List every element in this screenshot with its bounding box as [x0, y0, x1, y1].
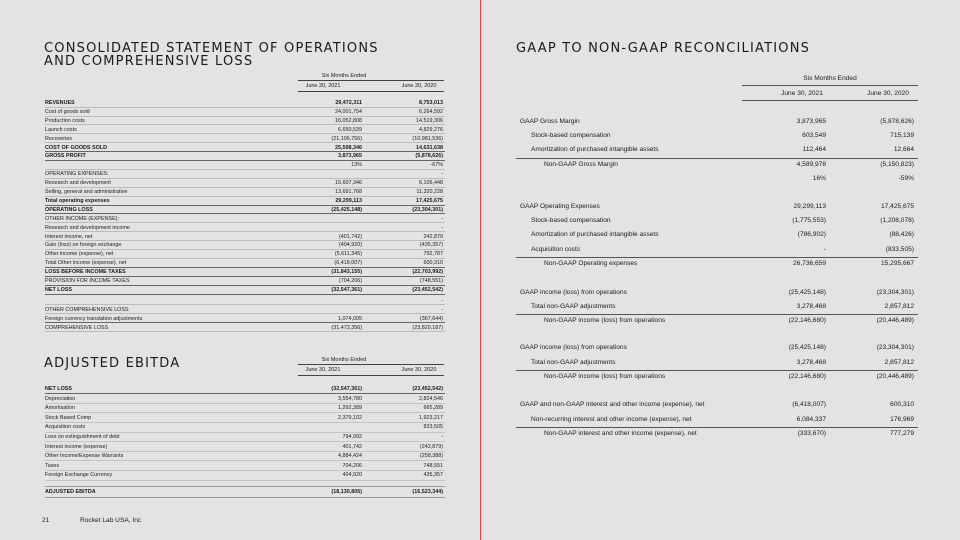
reconciliation-row-label: Non-GAAP income (loss) from operations [544, 317, 666, 324]
ebitda-row [45, 385, 445, 393]
statement-row-jun2020: 242,879 [423, 233, 443, 240]
reconciliation-row-jun2021: 16% [812, 175, 826, 182]
statement-row-jun2020: - [441, 224, 443, 231]
center-divider [480, 0, 481, 540]
reconciliation-row-jun2021: 4,589,978 [796, 161, 826, 168]
ebitda-row-label: Interest income (expense) [45, 443, 108, 450]
ebitda-total-v2: (16,523,344) [412, 489, 443, 495]
statement-row-label: Research and development [45, 180, 111, 187]
reconciliation-row-jun2021: 603,549 [802, 132, 826, 139]
ebitda-row-rule [45, 480, 445, 481]
ebitda-row [45, 471, 445, 479]
reconciliation-row-jun2021: (25,425,148) [788, 344, 826, 351]
reconciliation-row [0, 287, 960, 299]
reconciliation-row-label: Amortization of purchased intangible assets [531, 146, 659, 153]
reconciliation-row [0, 315, 960, 327]
statement-row-jun2020: (435,357) [419, 242, 443, 249]
reconciliation-title: GAAP TO NON-GAAP RECONCILIATIONS [516, 41, 811, 56]
statement-row-jun2021: 3,873,965 [338, 153, 362, 160]
reconciliation-row [0, 215, 960, 227]
statement-row-rule [45, 331, 445, 332]
ebitda-row-jun2020: (23,452,542) [412, 386, 443, 392]
statement-row-jun2021: 15,607,346 [335, 180, 362, 187]
statement-row-jun2021: 13,691,768 [335, 189, 362, 195]
ebitda-total-v1: (18,130,805) [331, 489, 362, 495]
statement-row-label: OTHER INCOME (EXPENSE): [45, 215, 119, 222]
right-header-rule [742, 85, 918, 86]
reconciliation-row-label: GAAP income (loss) from operations [520, 344, 627, 351]
reconciliation-row-jun2021: (22,146,680) [788, 373, 826, 380]
ebitda-row-jun2021: 704,206 [342, 462, 362, 469]
statement-row-jun2020: (748,551) [419, 278, 443, 284]
statement-row-jun2021: (25,425,148) [331, 206, 362, 213]
reconciliation-row-jun2021: 3,278,468 [796, 303, 826, 310]
ebitda-row-jun2020: - [441, 434, 443, 440]
reconciliation-row-jun2021: (786,902) [797, 231, 826, 238]
statement-row-jun2020: 600,310 [423, 260, 443, 267]
ebitda-row-label: Stock Based Comp [45, 414, 92, 421]
reconciliation-row-jun2020: 15,295,667 [880, 260, 914, 267]
statement-row-label: Total Other income (expense), net [45, 260, 127, 267]
statement-row-label: Launch costs [45, 126, 77, 133]
reconciliation-row-jun2020: -59% [898, 175, 914, 182]
reconciliation-row [0, 201, 960, 213]
statement-row-jun2021: (31,473,356) [331, 324, 362, 331]
reconciliation-row [0, 244, 960, 256]
reconciliation-row [0, 173, 960, 185]
ebitda-total-label: ADJUSTED EBITDA [45, 489, 96, 495]
statement-row-jun2020: (5,878,626) [415, 153, 443, 160]
statement-row-jun2020: - [441, 306, 443, 313]
statement-row-label: Selling, general and administrative [45, 189, 128, 195]
ebitda-row-jun2020: (258,388) [419, 453, 443, 460]
statement-row-jun2020: - [441, 215, 443, 222]
statement-title [44, 42, 379, 68]
reconciliation-row-label: Total non-GAAP adjustments [531, 303, 616, 310]
statement-row-jun2021: 16,052,808 [335, 117, 362, 124]
reconciliation-row-label: GAAP income (loss) from operations [520, 289, 627, 296]
ebitda-row-jun2021: 4,884,424 [338, 453, 362, 460]
statement-row-label: OTHER COMPREHENSIVE LOSS [45, 306, 129, 313]
reconciliation-row [0, 116, 960, 128]
statement-row-jun2021: (704,206) [338, 278, 362, 284]
reconciliation-row [0, 357, 960, 369]
statement-row-jun2020: - [441, 171, 443, 178]
statement-row-jun2021: (6,418,007) [334, 260, 362, 267]
reconciliation-row-jun2020: (833,505) [885, 246, 914, 253]
statement-row-label: OPERATING LOSS [45, 206, 93, 213]
statement-row-label: COMPREHENSIVE LOSS [45, 324, 109, 331]
ebitda-row-label: Acquisition costs [45, 424, 86, 431]
statement-row-label: Research and development income [45, 224, 130, 231]
statement-row-label: NET LOSS [45, 286, 72, 293]
ebitda-row-jun2020: (242,879) [419, 443, 443, 450]
reconciliation-row-jun2021: 3,278,468 [796, 359, 826, 366]
ebitda-row-jun2021: 2,379,102 [338, 414, 362, 421]
statement-title-line2: AND COMPREHENSIVE LOSS [44, 54, 254, 69]
ebitda-row-jun2020: 665,289 [423, 405, 443, 412]
statement-row-jun2021: 13% [351, 162, 362, 169]
reconciliation-row-label: Stock-based compensation [531, 132, 611, 139]
reconciliation-row-label: Total non-GAAP adjustments [531, 359, 616, 366]
statement-row-jun2020: (367,644) [419, 315, 443, 322]
reconciliation-row-label: GAAP and non-GAAP interest and other income (expense), net [520, 401, 705, 408]
reconciliation-row [0, 144, 960, 156]
reconciliation-row-label: Non-recurring interest and other income (expense), net [531, 416, 692, 423]
reconciliation-row-jun2020: (88,426) [889, 231, 914, 238]
reconciliation-row-label: GAAP Operating Expenses [520, 203, 600, 210]
page-number: 21 [42, 517, 50, 524]
reconciliation-row-label: GAAP Gross Margin [520, 118, 580, 125]
ebitda-row-label: Other Income/Expense Warrants [45, 453, 124, 460]
right-col2-header: June 30, 2020 [867, 90, 909, 97]
ebitda-row-jun2020: 2,824,546 [419, 395, 443, 402]
reconciliation-row-jun2020: (20,446,489) [876, 373, 914, 380]
reconciliation-row-label: Amortization of purchased intangible assets [531, 231, 659, 238]
reconciliation-row-jun2021: 3,873,965 [796, 118, 826, 125]
statement-row-jun2021: 6,650,539 [338, 126, 362, 133]
reconciliation-row-jun2021: - [823, 246, 826, 253]
statement-row-jun2021: (401,742) [338, 233, 362, 240]
reconciliation-row-jun2020: 17,425,675 [880, 203, 914, 210]
reconciliation-row [0, 301, 960, 313]
statement-row-jun2020: (22,703,992) [412, 269, 443, 276]
ebitda-row-label: Taxes [45, 462, 60, 469]
statement-row-jun2021: (31,843,155) [331, 269, 362, 276]
statement-row-jun2021: 29,472,311 [335, 100, 362, 106]
ebitda-col1-header: June 30, 2021 [305, 367, 341, 373]
statement-row-jun2021: (21,106,756) [331, 135, 362, 142]
statement-row-jun2020: (23,452,542) [412, 286, 443, 293]
ebitda-row-jun2021: 3,554,780 [338, 395, 362, 402]
footer-company: Rocket Lab USA, Inc [80, 517, 142, 524]
reconciliation-row-jun2020: 715,139 [890, 132, 914, 139]
statement-row-jun2020: -67% [430, 162, 443, 169]
reconciliation-row [0, 159, 960, 171]
statement-row-jun2021: 29,299,113 [335, 197, 362, 204]
statement-row-label: COST OF GOODS SOLD [45, 144, 107, 151]
ebitda-row-jun2021: (32,547,361) [331, 386, 362, 392]
reconciliation-subtotal-rule [516, 314, 918, 315]
statement-row-jun2020: 14,631,638 [416, 144, 443, 151]
statement-row-label: PROVISION FOR INCOME TAXES [45, 278, 130, 284]
ebitda-title: ADJUSTED EBITDA [44, 356, 181, 371]
ebitda-row-jun2021: 401,742 [342, 443, 362, 450]
reconciliation-row-jun2020: (23,304,301) [876, 344, 914, 351]
ebitda-row-jun2021: 404,920 [342, 472, 362, 479]
ebitda-row-jun2021: 1,292,389 [338, 405, 362, 412]
statement-row-label: LOSS BEFORE INCOME TAXES [45, 269, 126, 276]
statement-row-label: Cost of goods sold [45, 108, 90, 115]
statement-row-jun2020: 8,753,013 [419, 100, 443, 106]
reconciliation-row-label: Non-GAAP Gross Margin [544, 161, 618, 168]
statement-row-label: Gain (loss) on foreign exchange [45, 242, 122, 249]
statement-row-jun2020: 792,787 [423, 251, 443, 258]
reconciliation-subtotal-rule [516, 370, 918, 371]
reconciliation-row-jun2021: (6,418,007) [792, 401, 826, 408]
reconciliation-row-jun2021: (22,146,680) [788, 317, 826, 324]
statement-title-line1: CONSOLIDATED STATEMENT OF OPERATIONS [44, 41, 379, 56]
statement-row-jun2021: (5,611,345) [334, 251, 362, 258]
reconciliation-row-jun2020: 600,310 [890, 401, 914, 408]
reconciliation-row [0, 342, 960, 354]
reconciliation-row-jun2021: (333,670) [797, 430, 826, 437]
left-col1-header: June 30, 2021 [305, 83, 341, 89]
left-col2-header: June 30, 2020 [401, 83, 437, 89]
statement-row-jun2021: 1,074,005 [338, 315, 362, 322]
ebitda-row-label: Foreign Exchange Currency [45, 472, 113, 479]
ebitda-period-header: Six Months Ended [321, 357, 367, 363]
statement-row-jun2020: 6,105,448 [419, 180, 443, 187]
left-header-rule-bottom [298, 91, 444, 92]
reconciliation-row-jun2020: 12,664 [893, 146, 914, 153]
statement-row-label: GROSS PROFIT [45, 153, 86, 160]
reconciliation-row-jun2021: 29,299,113 [793, 203, 826, 210]
statement-row-label: OPERATING EXPENSES: [45, 171, 109, 178]
reconciliation-row-label: Acquisition costs [531, 246, 581, 253]
ebitda-row-label: Depreciation [45, 395, 76, 402]
reconciliation-row-label: Non-GAAP Operating expenses [544, 260, 638, 267]
ebitda-row-jun2020: 748,551 [423, 462, 443, 469]
ebitda-col2-header: June 30, 2020 [401, 367, 437, 373]
reconciliation-row-jun2020: 777,279 [890, 430, 914, 437]
reconciliation-row-jun2020: (23,304,301) [876, 289, 914, 296]
right-col1-header: June 30, 2021 [781, 90, 823, 97]
reconciliation-row-jun2020: (1,208,078) [880, 217, 914, 224]
reconciliation-row [0, 371, 960, 383]
reconciliation-row-jun2020: (5,878,626) [880, 118, 914, 125]
statement-row-jun2021: (32,547,361) [331, 286, 362, 293]
statement-row-label: Recoveries [45, 135, 72, 142]
ebitda-row-jun2020: 1,923,217 [419, 414, 443, 421]
statement-row-jun2020: 17,425,675 [416, 197, 443, 204]
reconciliation-row-jun2021: 112,464 [802, 146, 826, 153]
statement-row-jun2020: (10,981,536) [412, 135, 443, 142]
reconciliation-subtotal-rule [516, 257, 918, 258]
reconciliation-row-jun2020: 2,857,812 [884, 303, 914, 310]
statement-row-jun2020: 6,264,592 [419, 108, 443, 115]
statement-row-jun2020: (23,820,187) [412, 324, 443, 331]
statement-row-jun2020: (23,304,301) [412, 206, 443, 213]
reconciliation-row [0, 258, 960, 270]
reconciliation-row-jun2021: (25,425,148) [788, 289, 826, 296]
statement-row-label: Total operating expenses [45, 197, 110, 204]
reconciliation-row-jun2021: 6,084,337 [796, 416, 826, 423]
reconciliation-subtotal-rule [516, 158, 918, 159]
ebitda-row-label: Amortisation [45, 405, 75, 412]
reconciliation-row-jun2020: (5,150,823) [880, 161, 914, 168]
reconciliation-subtotal-rule [516, 427, 918, 428]
reconciliation-row [0, 229, 960, 241]
statement-row-jun2021: (404,920) [338, 242, 362, 249]
ebitda-row-label: Loss on extinguishment of debt [45, 434, 120, 440]
reconciliation-row [0, 130, 960, 142]
statement-row-label: Other income (expense), net [45, 251, 114, 258]
ebitda-row-jun2021: 794,992 [342, 434, 362, 440]
reconciliation-row-label: Stock-based compensation [531, 217, 611, 224]
right-header-rule-bottom [742, 100, 918, 101]
reconciliation-row-jun2020: 2,857,812 [884, 359, 914, 366]
ebitda-row-jun2020: 833,505 [423, 424, 443, 431]
ebitda-row-label: NET LOSS [45, 386, 72, 392]
reconciliation-row [0, 399, 960, 411]
ebitda-row [45, 452, 445, 460]
reconciliation-row-label: Non-GAAP income (loss) from operations [544, 373, 666, 380]
statement-row-label: REVENUES [45, 100, 75, 106]
left-header-rule [298, 80, 444, 81]
ebitda-row [45, 462, 445, 470]
left-period-header: Six Months Ended [321, 73, 367, 79]
statement-row-jun2020: 14,519,306 [416, 117, 443, 124]
reconciliation-row-label: Non-GAAP interest and other income (expense), net [544, 430, 697, 437]
reconciliation-row [0, 428, 960, 440]
statement-row-jun2021: 25,598,346 [335, 144, 362, 151]
right-period-header: Six Months Ended [803, 75, 857, 82]
statement-row-label: Interest income, net [45, 233, 93, 240]
reconciliation-row-jun2020: (20,446,489) [876, 317, 914, 324]
reconciliation-row [0, 414, 960, 426]
reconciliation-row-jun2020: 176,969 [890, 416, 914, 423]
ebitda-total-rule-bottom [45, 497, 445, 498]
statement-row-jun2020: 11,320,228 [416, 189, 443, 195]
statement-row-jun2020: - [441, 297, 443, 304]
ebitda-row-jun2020: 435,357 [423, 472, 443, 479]
statement-row-jun2021: 24,001,754 [335, 108, 362, 115]
statement-row-jun2020: 4,829,276 [419, 126, 443, 133]
ebitda-total-row [45, 488, 445, 496]
reconciliation-row-jun2021: (1,775,553) [792, 217, 826, 224]
statement-row-label: Foreign currency translation adjustments [45, 315, 143, 322]
ebitda-row [45, 443, 445, 451]
ebitda-total-rule [45, 486, 445, 487]
statement-row-label: Production costs [45, 117, 85, 124]
reconciliation-row-jun2021: 26,736,659 [792, 260, 826, 267]
